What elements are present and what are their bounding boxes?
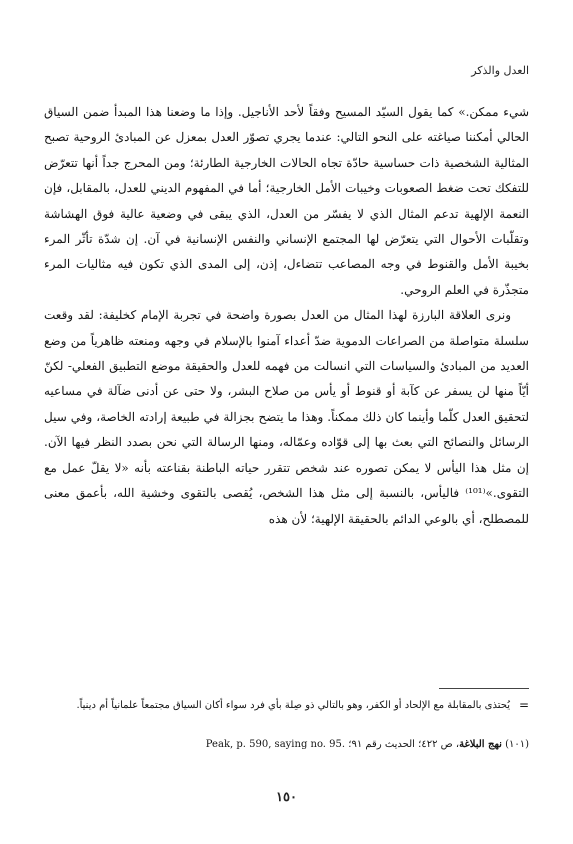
footnote-continued: يُحتذى بالمقابلة مع الإلحاد أو الكفر، وهو بالتالي ذو صِلة بأي فرد سواء أكان السياق مجتمعاً علمانياً أم دينياً. (76, 700, 510, 711)
running-head: العدل والذكر (471, 64, 529, 77)
footnote-divider (439, 688, 529, 689)
footnote-continuation-mark: = (518, 698, 529, 712)
body-text (44, 100, 529, 532)
footnote-101 (44, 736, 529, 753)
page-number: ١٥٠ (276, 790, 297, 805)
footnote-101-latin-citation: Peak, p. 590, saying no. 95. (205, 739, 346, 750)
footnote-101-title: نهج البلاغة (459, 739, 502, 750)
paragraph-2: ونرى العلاقة البارزة لهذا المثال من العدل بصورة واضحة في تجربة الإمام كخليفة: لقد وقعت سلسلة متواصلة من الصراعات الدموية ضدّ أعداء آمنوا بالإسلام في وجهه ومنعته ظاهرياً من وضع العديد من المبادئ والسياسات التي انسالت من فهمه للعدل والحقيقة موضع التطبيق الفعلي- لكنّ أيّاً منها لن يسفر عن كآبة أو قنوط أو يأس من صلاح البشر، ولا حتى عن أدنى ضآلة في مساعيه لتحقيق العدل كلّما وأينما كان ذلك ممكناً. وهذا ما يتضح بجزالة في طبيعة إرادته الخاصة، وفي سيل الرسائل والنصائح التي بعث بها إلى قوّاده وعمّاله، ومنها الرسالة التي نحن بصدد النظر فيها الآن. إن مثل هذا اليأس لا يمكن تصوره عند شخص تتقرر حياته الباطنة بقناعته بأنه «لا يقلّ عمل مع التقوى.»⁽¹⁰¹⁾ فاليأس، بالنسبة إلى مثل هذا الشخص، يُقصى بالتقوى وخشية الله، بأعمق معنى للمصطلح، أي بالوعي الدائم بالحقيقة الإلهية؛ لأن هذه (44, 308, 529, 526)
footnote-101-reference: ، ص ٤٢٢؛ الحديث رقم ٩١؛ (348, 739, 460, 750)
paragraph-1: شيء ممكن.» كما يقول السيّد المسيح وفقاً لأحد الأناجيل. وإذا ما وضعنا هذا المبدأ ضمن السياق الحالي أمكننا صياغته على النحو التالي: عندما يجري تصوّر العدل بمعزل عن المبادئ الروحية تصبح المثالية الشخصية ذات حساسية حادّة تجاه الحالات الخارجية الطارئة؛ ومن المحرج جداً أنها تتعرّض للتفكك تحت ضغط الصعوبات وخيبات الأمل الخارجية؛ أما في المفهوم الديني للعدل، بالمقابل، فإن النعمة الإلهية تدعم المثال الذي لا يفسّر من العدل، الذي يبقى في وضعية عالية فوق الهشاشة وتقلّبات الأحوال التي يتعرّض لها المجتمع الإنساني والنفس الإنسانية في آن. إن شدّة تأثّر المرء بخيبة الأمل والقنوط في وجه المصاعب تتضاءل، إذن، إلى المدى الذي تكون فيه مثاليات المرء متجذّرة في العلم الروحي. (44, 105, 529, 297)
footnote-101-number: (١٠١) (505, 739, 529, 750)
